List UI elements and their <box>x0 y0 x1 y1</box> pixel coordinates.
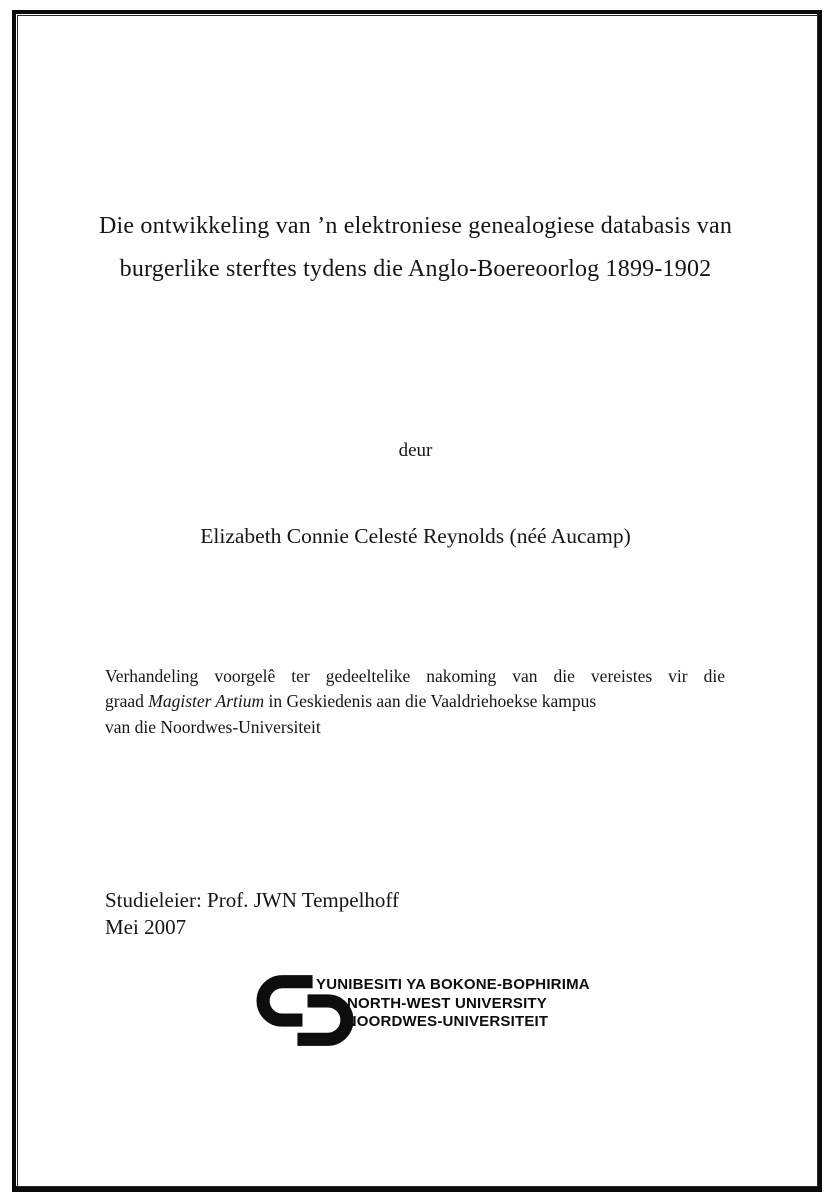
statement-line-3: van die Noordwes-Universiteit <box>105 716 321 737</box>
thesis-title <box>60 205 771 291</box>
submission-statement <box>105 664 725 740</box>
thesis-title-line-2: burgerlike sterftes tydens die Anglo-Boereoorlog 1899-1902 <box>119 256 712 282</box>
byline-deur: deur <box>398 440 433 461</box>
university-name-afrikaans: NOORDWES-UNIVERSITEIT <box>345 1013 549 1030</box>
degree-name-italic: Magister Artium <box>148 691 265 712</box>
date-line: Mei 2007 <box>105 914 187 939</box>
supervisor-block <box>105 887 399 940</box>
supervisor-line: Studieleier: Prof. JWN Tempelhoff <box>105 888 400 912</box>
page-border-inner <box>17 15 818 1187</box>
statement-line-1: Verhandeling voorgelê ter gedeeltelike nakoming van die vereistes vir die <box>105 666 725 686</box>
university-name-english: NORTH-WEST UNIVERSITY <box>346 994 548 1012</box>
author-name: Elizabeth Connie Celesté Reynolds (néé Aucamp) <box>200 524 631 548</box>
university-name-setswana: YUNIBESITI YA BOKONE-BOPHIRIMA <box>316 976 590 993</box>
statement-line-2 <box>105 689 725 714</box>
statement-line-2-prefix: graad <box>105 691 149 712</box>
statement-line-2-suffix: in Geskiedenis aan die Vaaldriehoekse kampus <box>264 691 597 712</box>
thesis-title-line-1: Die ontwikkeling van ’n elektroniese genealogiese databasis van <box>98 213 733 239</box>
